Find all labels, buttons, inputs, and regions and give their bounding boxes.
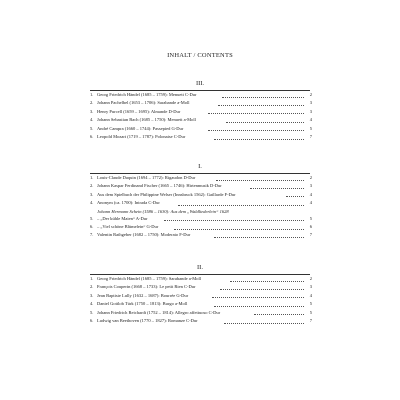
entry-title: Jean Baptiste Lully (1632 – 1687): Bourrée G-Dur (97, 292, 189, 298)
dot-leader (224, 323, 304, 324)
entry-page: 4 (309, 191, 312, 197)
toc-entry (90, 116, 312, 124)
toc-entry (90, 99, 312, 107)
dot-leader (218, 105, 304, 106)
entry-title: Johann Kaspar Ferdinand Fischer (1665 – 1746): Hirtenmusik D-Dur (97, 183, 222, 189)
dot-leader (230, 281, 304, 282)
entry-number: 5. (90, 309, 94, 315)
dot-leader (226, 122, 304, 123)
entry-page: 5 (309, 309, 312, 315)
entry-page: 4 (309, 200, 312, 206)
entry-title: Ludwig van Beethoven (1770 – 1827): Romanze C-Dur (97, 317, 198, 323)
toc-entry (90, 300, 312, 308)
entry-title: Louis-Claude Daquin (1694 – 1772): Rigaudon D-Dur (97, 175, 196, 180)
entry-number: 6. (90, 317, 94, 323)
entry-page: 7 (309, 133, 312, 139)
entry-title: Johann Friedrich Reichardt (1752 – 1814): Allegro affettuoso C-Dur (97, 309, 221, 315)
entry-number: 3. (90, 191, 94, 197)
entry-number: 3. (90, 108, 94, 114)
dot-leader (254, 314, 304, 315)
entry-title: Henry Purcell (1659 – 1695): Almande D-Dur (97, 108, 181, 114)
entry-page: 2 (309, 175, 312, 180)
dot-leader (178, 205, 304, 206)
section-heading: II. (197, 264, 203, 271)
entry-page: 3 (309, 183, 312, 189)
entry-page: 4 (309, 117, 312, 123)
dot-leader (208, 113, 304, 114)
section-i (0, 163, 400, 238)
entry-page: 7 (309, 317, 312, 323)
entry-page: 2 (309, 92, 312, 97)
entry-title: Johann Sebastian Bach (1685 – 1750): Menuett a-Moll (97, 117, 196, 123)
toc-entry (90, 317, 312, 325)
entry-title: – „Viel schöne Blümelein“ G-Dur (97, 223, 159, 229)
entry-number: 5. (90, 125, 94, 131)
entry-title: Johann Pachelbel (1653 – 1706): Sarabande a-Moll (97, 100, 190, 106)
entry-number: 1. (90, 92, 94, 97)
entry-page: 5 (309, 125, 312, 131)
entry-page: 2 (309, 276, 312, 281)
dot-leader (164, 220, 304, 221)
entry-number: 6. (90, 223, 94, 229)
entry-number: 4. (90, 200, 94, 206)
dot-leader (214, 237, 304, 238)
entry-title: André Campra (1660 – 1744): Passepied G-Dur (97, 125, 184, 131)
section-iii (0, 80, 400, 139)
entry-number: 1. (90, 175, 94, 180)
dot-leader (214, 139, 304, 140)
toc-entry (90, 108, 312, 116)
dot-leader (208, 130, 304, 131)
entry-page: 5 (309, 301, 312, 307)
toc-entry (90, 283, 312, 291)
entry-page: 3 (309, 284, 312, 290)
entry-number: 2. (90, 284, 94, 290)
dot-leader (174, 229, 304, 230)
toc-entry (90, 215, 312, 223)
entry-number: 7. (90, 232, 94, 238)
toc-entry (90, 174, 312, 182)
entry-title: François Couperin (1668 – 1733): Le petit Rien C-Dur (97, 284, 196, 290)
section-heading: I. (198, 163, 202, 170)
toc-entry (90, 133, 312, 141)
entry-number: 2. (90, 183, 94, 189)
dot-leader (286, 196, 304, 197)
entry-page: 5 (309, 215, 312, 221)
entry-title: Aus dem Spielbuch der Philippine Welser (Innsbruck 1562): Gaillarde F-Dur (97, 191, 236, 197)
dot-leader (212, 297, 304, 298)
toc-entry (90, 91, 312, 99)
entry-page: 4 (309, 292, 312, 298)
entry-number: 3. (90, 292, 94, 298)
entry-title: Georg Friedrich Händel (1685 – 1759): Menuett C-Dur (97, 92, 197, 97)
entry-title: Leopold Mozart (1719 – 1787): Polonaise C-Dur (97, 133, 186, 139)
entry-number: 4. (90, 301, 94, 307)
dot-leader (222, 97, 304, 98)
toc-entry (90, 292, 312, 300)
toc-entry (90, 125, 312, 133)
section-ii (0, 264, 400, 323)
entry-page: 3 (309, 100, 312, 106)
entry-number: 2. (90, 100, 94, 106)
toc-entry (90, 275, 312, 283)
entry-title: Georg Friedrich Händel (1685 – 1759): Sarabande a-Moll (97, 276, 202, 281)
entry-number: 5. (90, 215, 94, 221)
entry-number: 4. (90, 117, 94, 123)
toc-entry (90, 199, 312, 207)
entry-title: Daniel Gottlob Türk (1750 – 1813): Burgo a-Moll (97, 301, 188, 307)
toc-entry (90, 231, 312, 239)
entry-page: 3 (309, 108, 312, 114)
entry-page: 7 (309, 232, 312, 238)
toc-entry (90, 182, 312, 190)
entry-page: 6 (309, 223, 312, 229)
page-title: INHALT / CONTENTS (167, 52, 233, 59)
toc-entry (90, 191, 312, 199)
toc-entry (90, 223, 312, 231)
dot-leader (250, 188, 304, 189)
toc-list (90, 275, 312, 325)
dot-leader (220, 289, 304, 290)
entry-title: Anonym (ca. 1700): Intrada C-Dur (97, 200, 160, 206)
toc-entry (90, 309, 312, 317)
entry-title: Johann Hermann Schein (1586 – 1630): Aus dem „Waldliederlein“ 1628 (97, 208, 229, 214)
section-heading: III. (195, 80, 205, 87)
entry-title: – „Der kühle Maien“ A-Dur (97, 215, 148, 221)
entry-number: 6. (90, 133, 94, 139)
entry-number: 1. (90, 276, 94, 281)
toc-list (90, 91, 312, 141)
toc-subheading (90, 208, 312, 215)
dot-leader (216, 180, 304, 181)
dot-leader (214, 306, 304, 307)
toc-list (90, 174, 312, 240)
entry-title: Valentin Rathgeber (1682 – 1750): Moderato F-Dur (97, 232, 191, 238)
